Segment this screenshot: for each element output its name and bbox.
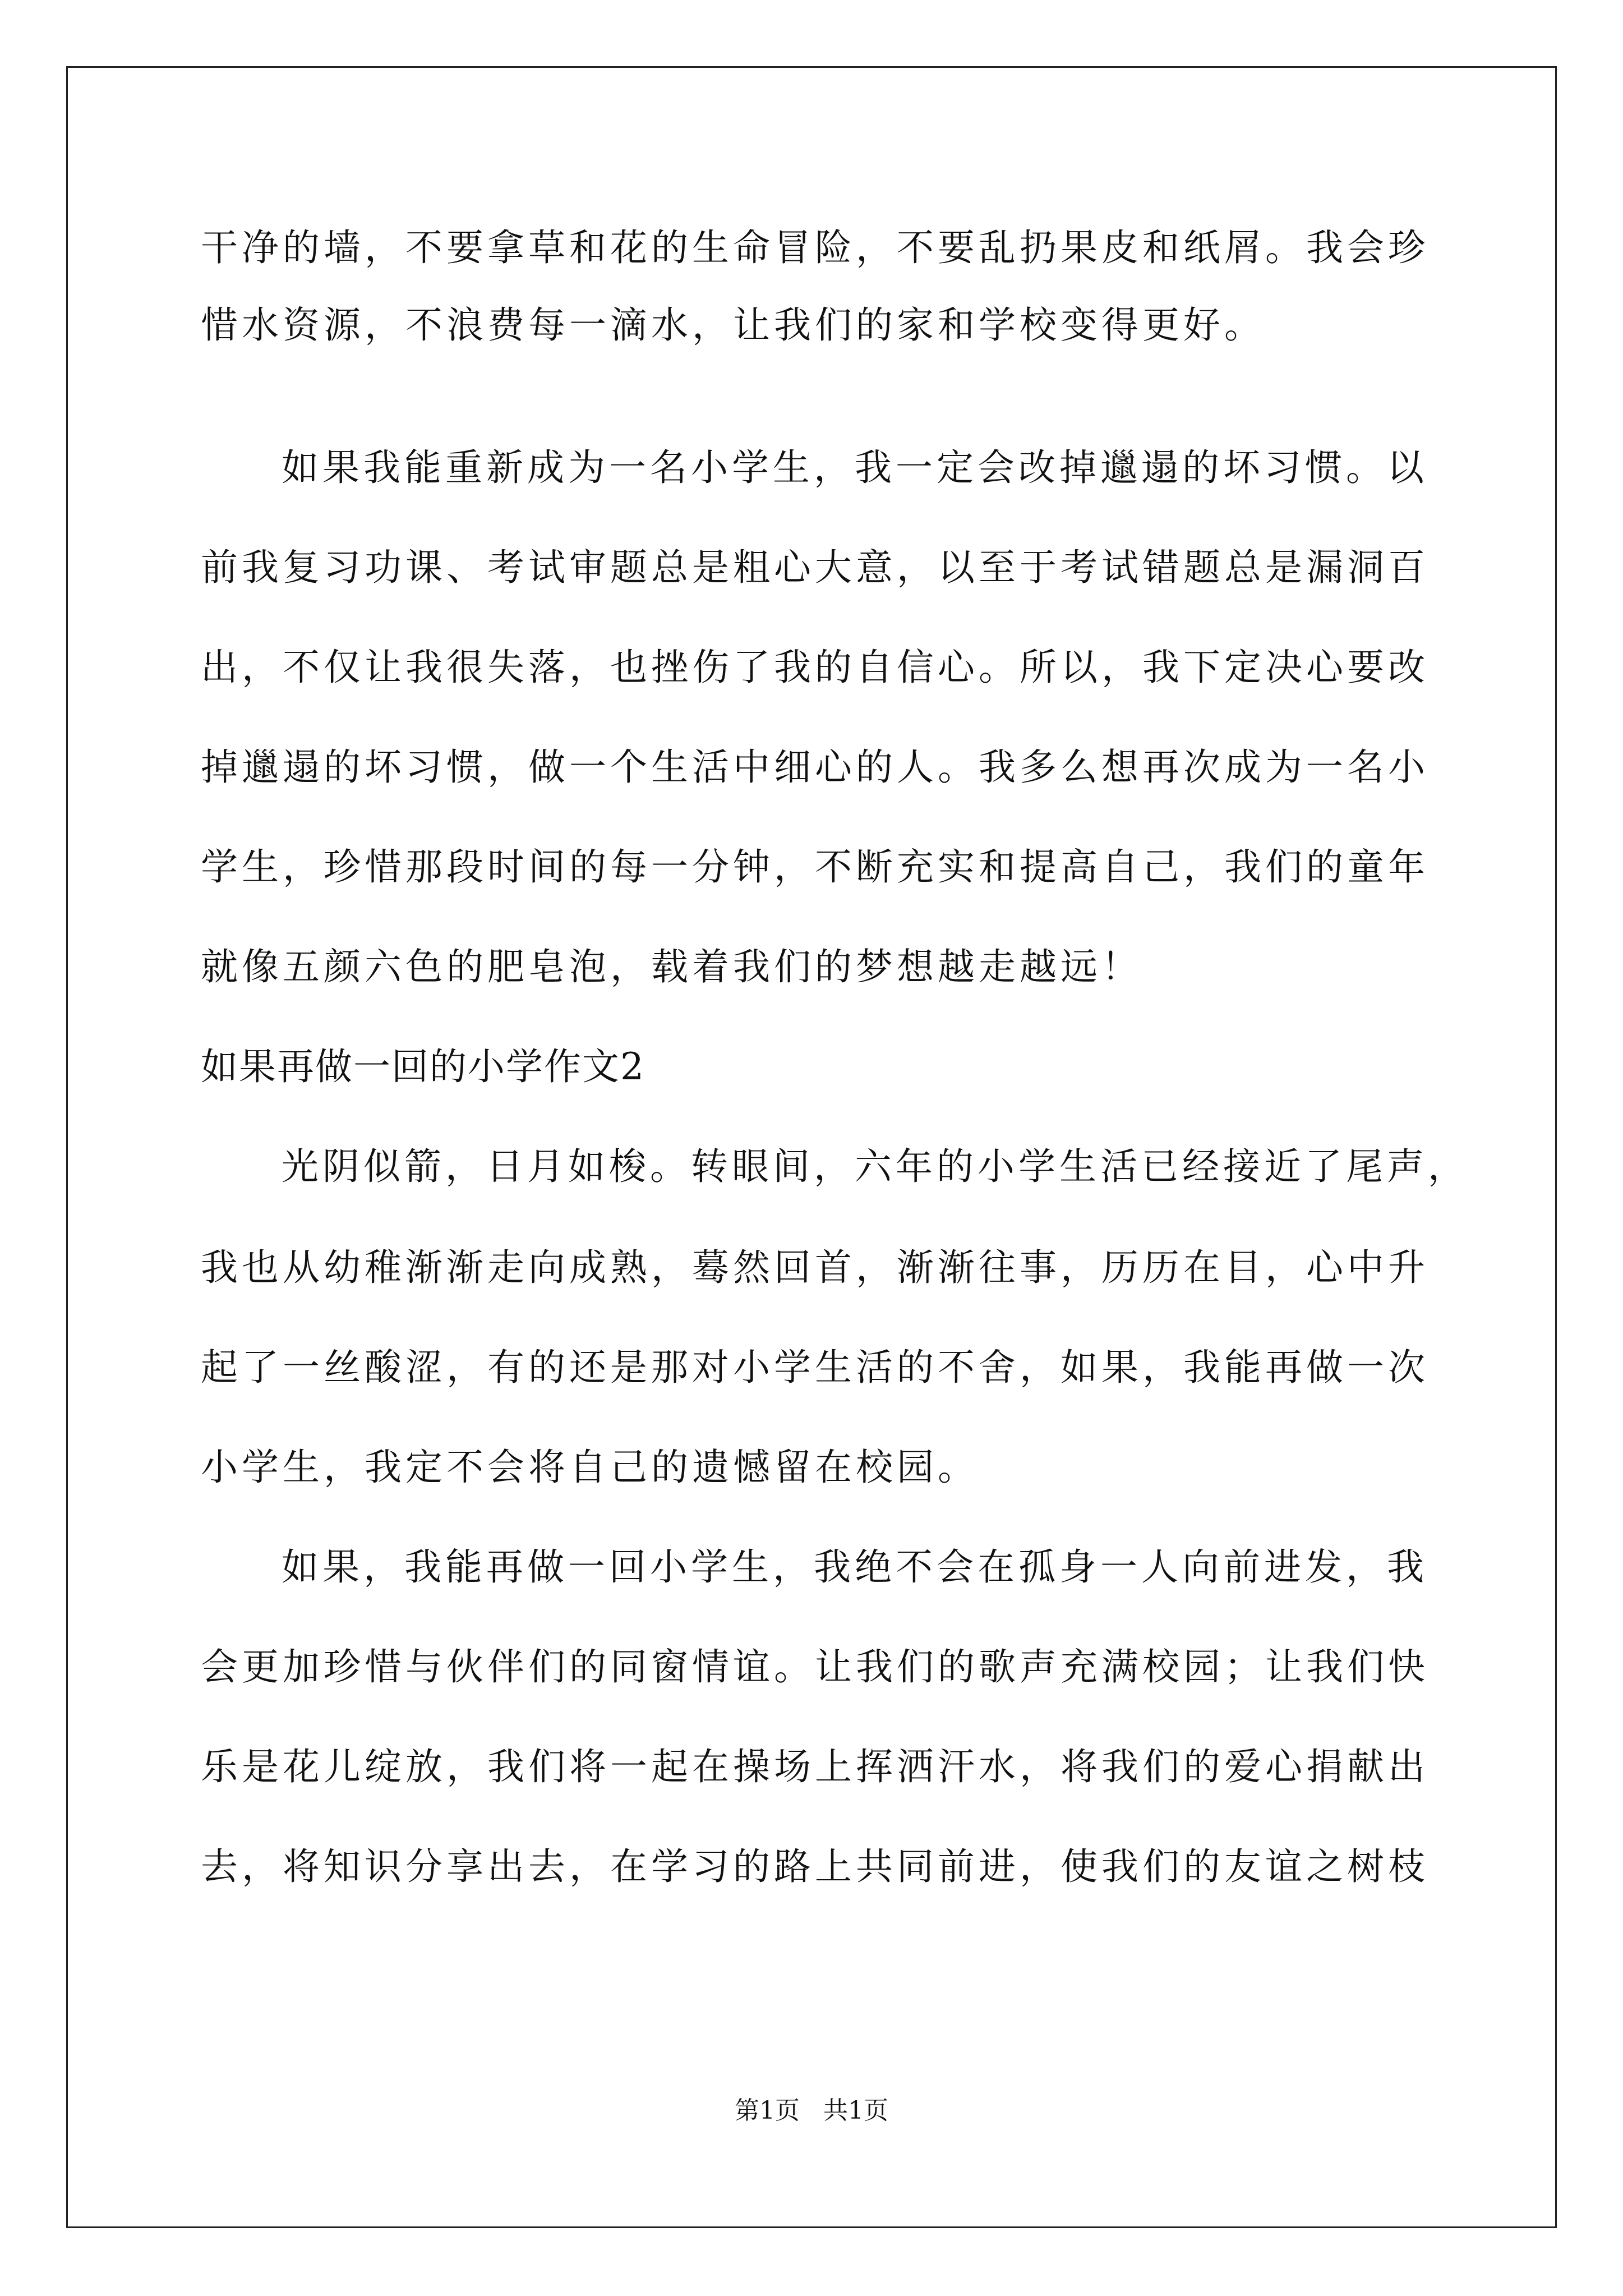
paragraph-start-line: 如果，我能再做一回小学生，我绝不会在孤身一人向前进发，我 [282, 1545, 1428, 1589]
paragraph-start-line: 如果我能重新成为一名小学生，我一定会改掉邋遢的坏习惯。以 [282, 446, 1428, 489]
text-line: 就像五颜六色的肥皂泡，载着我们的梦想越走越远！ [201, 945, 1142, 988]
text-line: 去，将知识分享出去，在学习的路上共同前进，使我们的友谊之树枝 [201, 1845, 1429, 1888]
text-line: 掉邋遢的坏习惯，做一个生活中细心的人。我多么想再次成为一名小 [201, 746, 1429, 789]
section-heading: 如果再做一回的小学作文2 [201, 1045, 645, 1088]
text-line: 惜水资源，不浪费每一滴水，让我们的家和学校变得更好。 [201, 303, 1265, 347]
text-line: 小学生，我定不会将自己的遗憾留在校园。 [201, 1446, 979, 1489]
text-line: 出，不仅让我很失落，也挫伤了我的自信心。所以，我下定决心要改 [201, 646, 1429, 689]
text-line: 会更加珍惜与伙伴们的同窗情谊。让我们的歌声充满校园；让我们快 [201, 1645, 1429, 1688]
text-line: 乐是花儿绽放，我们将一起在操场上挥洒汗水，将我们的爱心捐献出 [201, 1745, 1429, 1788]
page-number: 第1页 [735, 2096, 800, 2125]
text-line: 学生，珍惜那段时间的每一分钟，不断充实和提高自己，我们的童年 [201, 845, 1429, 889]
page-total: 共1页 [823, 2096, 888, 2125]
text-line: 干净的墙，不要拿草和花的生命冒险，不要乱扔果皮和纸屑。我会珍 [201, 226, 1429, 269]
page-footer [0, 2095, 1623, 2127]
text-line: 我也从幼稚渐渐走向成熟，蓦然回首，渐渐往事，历历在目，心中升 [201, 1246, 1429, 1289]
paragraph-start-line: 光阴似箭，日月如梭。转眼间，六年的小学生活已经接近了尾声， [282, 1145, 1469, 1188]
text-line: 前我复习功课、考试审题总是粗心大意，以至于考试错题总是漏洞百 [201, 546, 1429, 589]
text-line: 起了一丝酸涩，有的还是那对小学生活的不舍，如果，我能再做一次 [201, 1346, 1429, 1389]
